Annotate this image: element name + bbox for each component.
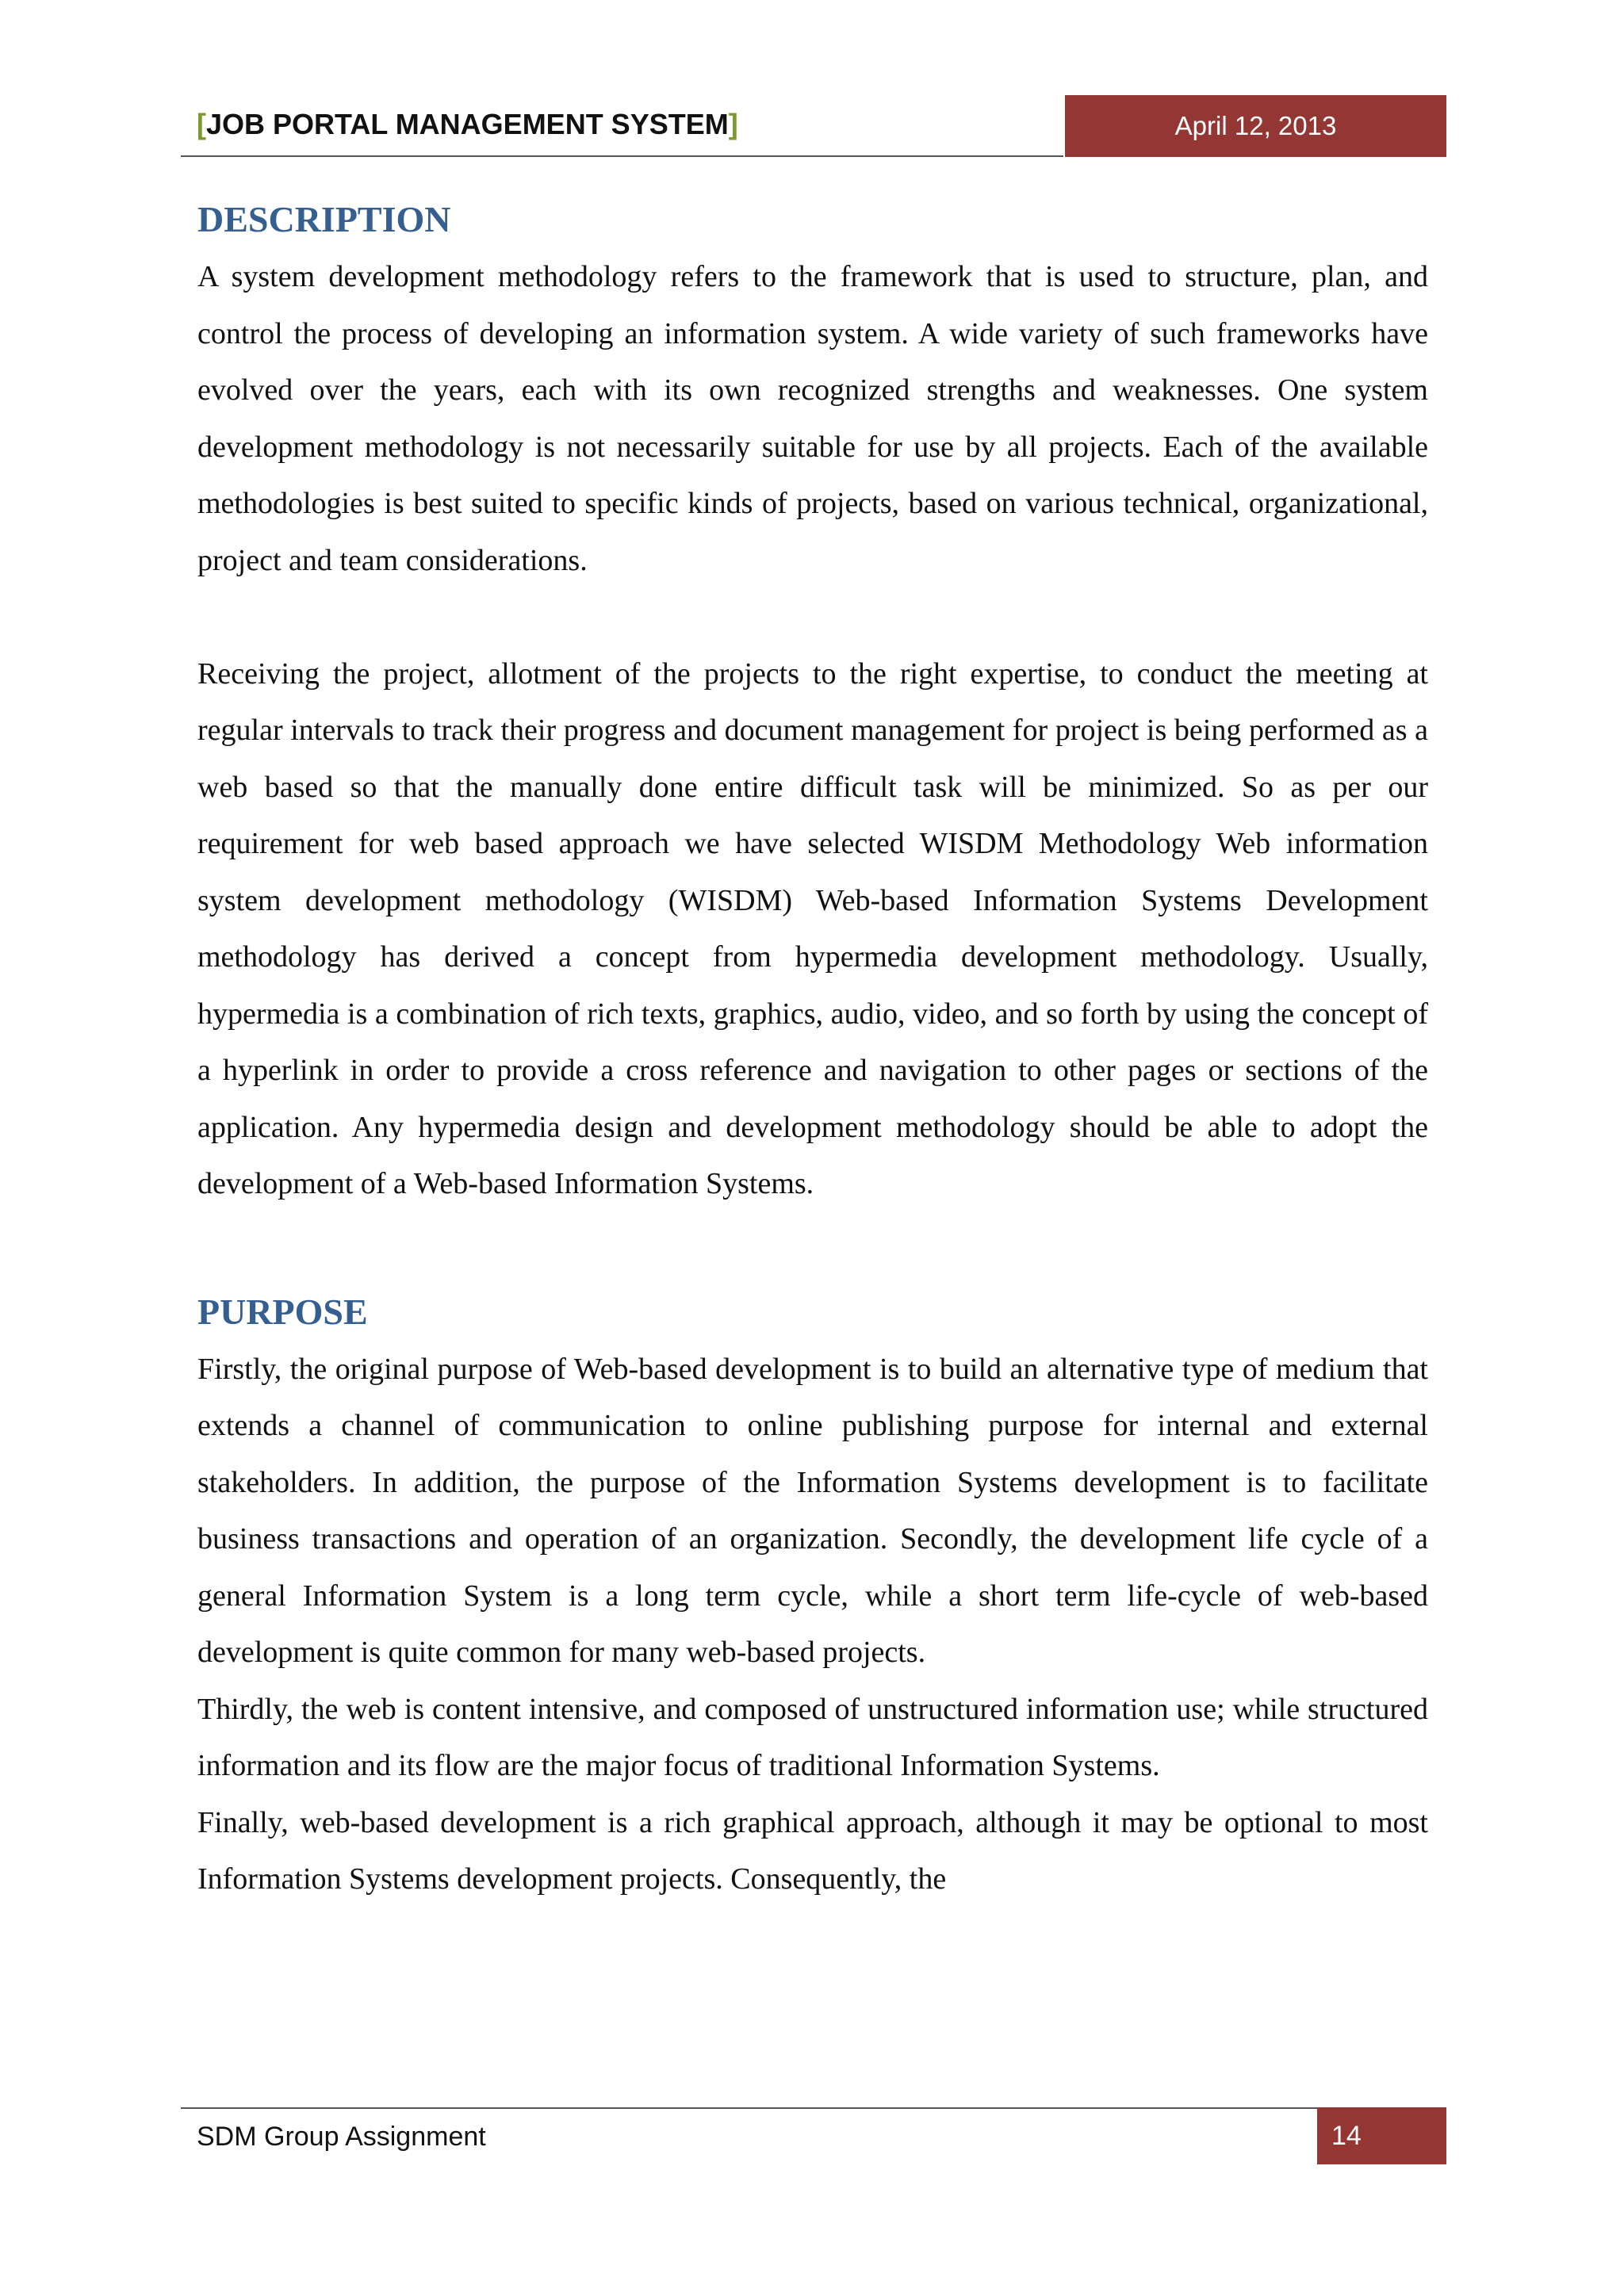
page-footer — [181, 2107, 1446, 2164]
description-paragraph-2: Receiving the project, allotment of the projects to the right expertise, to conduct the meeting at regular intervals to track their progress and document management for project is being performed as a web based so that the manually done entire difficult task will be minimized. So as per our requirement for web based approach we have selected WISDM Methodology Web information system development methodology (WISDM) Web-based Information Systems Development methodology has derived a concept from hypermedia development methodology. Usually, hypermedia is a combination of rich texts, graphics, audio, video, and so forth by using the concept of a hyperlink in order to provide a cross reference and navigation to other pages or sections of the application. Any hypermedia design and development methodology should be able to adopt the development of a Web-based Information Systems. — [197, 656, 1428, 1200]
purpose-paragraph-2: Thirdly, the web is content intensive, and composed of unstructured information use; while structured information and its flow are the major focus of traditional Information Systems. — [197, 1692, 1428, 1782]
document-title — [197, 108, 738, 141]
header-date: April 12, 2013 — [1065, 95, 1446, 157]
header-divider — [181, 155, 1063, 157]
purpose-paragraph-1: Firstly, the original purpose of Web-based development is to build an alternative type of medium that extends a channel of communication to online publishing purpose for internal and external stakeholders. In addition, the purpose of the Information Systems development is to facilitate business transactions and operation of an organization. Secondly, the development life cycle of a general Information System is a long term cycle, while a short term life-cycle of web-based development is quite common for many web-based projects. — [197, 1352, 1428, 1669]
paragraph-spacer — [197, 589, 1428, 646]
page-header — [181, 95, 1446, 157]
purpose-heading: PURPOSE — [197, 1291, 368, 1332]
document-title-text: JOB PORTAL MANAGEMENT SYSTEM — [206, 108, 729, 140]
purpose-paragraph-3: Finally, web-based development is a rich graphical approach, although it may be optional to most Information Systems development projects. Consequently, the — [197, 1805, 1428, 1896]
title-bracket-open: [ — [197, 108, 206, 140]
footer-divider — [181, 2107, 1446, 2109]
page-number: 14 — [1317, 2107, 1446, 2164]
title-bracket-close: ] — [728, 108, 738, 140]
footer-label: SDM Group Assignment — [197, 2122, 486, 2152]
page-content — [197, 190, 1428, 1908]
section-spacer — [197, 1213, 1428, 1283]
description-heading: DESCRIPTION — [197, 199, 451, 239]
description-paragraph-1: A system development methodology refers to the framework that is used to structure, plan, and control the process of developing an information system. A wide variety of such frameworks have evolved over the years, each with its own recognized strengths and weaknesses. One system development methodology is not necessarily suitable for use by all projects. Each of the available methodologies is best suited to specific kinds of projects, based on various technical, organizational, project and team considerations. — [197, 260, 1428, 577]
